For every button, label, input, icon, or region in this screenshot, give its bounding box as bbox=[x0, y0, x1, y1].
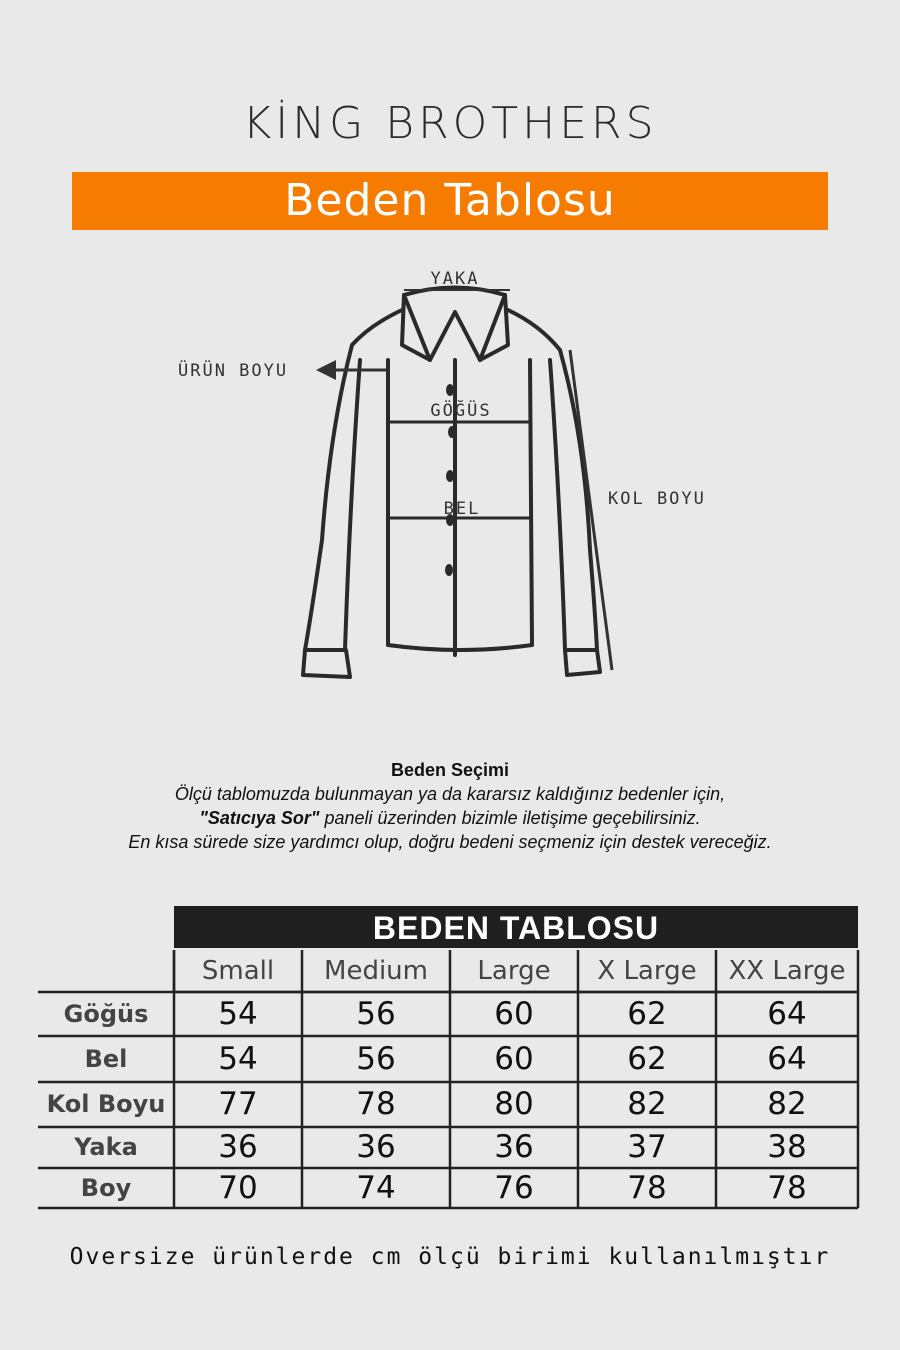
row-label: Boy bbox=[80, 1174, 132, 1202]
table-cell: 38 bbox=[767, 1129, 807, 1165]
info-line-2-rest: paneli üzerinden bizimle iletişime geçebilirsiniz. bbox=[319, 808, 701, 828]
table-cell: 62 bbox=[627, 996, 667, 1032]
column-header: X Large bbox=[597, 956, 697, 986]
table-cell: 77 bbox=[218, 1086, 258, 1122]
banner-title: Beden Tablosu bbox=[284, 175, 616, 226]
table-cell: 60 bbox=[494, 1041, 534, 1077]
info-line-1: Ölçü tablomuzda bulunmayan ya da kararsız kaldığınız bedenler için, bbox=[174, 784, 726, 804]
label-gogus: GÖĞÜS bbox=[430, 401, 492, 421]
table-cell: 82 bbox=[627, 1086, 667, 1122]
table-cell: 56 bbox=[356, 1041, 396, 1077]
table-cell: 74 bbox=[356, 1170, 396, 1206]
info-seller-link-text: "Satıcıya Sor" bbox=[199, 808, 320, 828]
label-kol-boyu: KOL BOYU bbox=[608, 489, 706, 509]
row-label: Göğüs bbox=[63, 1000, 149, 1028]
table-cell: 54 bbox=[218, 1041, 258, 1077]
size-table-title-text: BEDEN TABLOSU bbox=[372, 910, 660, 946]
column-header: Small bbox=[201, 956, 275, 986]
label-bel: BEL bbox=[443, 499, 481, 519]
label-urun-boyu: ÜRÜN BOYU bbox=[178, 361, 289, 381]
label-yaka: YAKA bbox=[430, 269, 480, 289]
table-cell: 36 bbox=[356, 1129, 396, 1165]
table-cell: 82 bbox=[767, 1086, 807, 1122]
table-cell: 64 bbox=[767, 996, 807, 1032]
column-header: Medium bbox=[324, 956, 428, 986]
table-cell: 78 bbox=[627, 1170, 667, 1206]
table-cell: 78 bbox=[356, 1086, 396, 1122]
table-cell: 56 bbox=[356, 996, 396, 1032]
row-label: Bel bbox=[84, 1045, 128, 1073]
brand-title: KİNG BROTHERS bbox=[242, 98, 658, 149]
table-cell: 37 bbox=[627, 1129, 667, 1165]
table-cell: 64 bbox=[767, 1041, 807, 1077]
info-heading: Beden Seçimi bbox=[390, 760, 510, 780]
table-cell: 78 bbox=[767, 1170, 807, 1206]
table-cell: 36 bbox=[494, 1129, 534, 1165]
row-label: Kol Boyu bbox=[46, 1090, 166, 1118]
table-cell: 60 bbox=[494, 996, 534, 1032]
table-cell: 70 bbox=[218, 1170, 258, 1206]
table-cell: 36 bbox=[218, 1129, 258, 1165]
column-header: Large bbox=[477, 956, 551, 986]
table-cell: 76 bbox=[494, 1170, 534, 1206]
row-label: Yaka bbox=[74, 1133, 138, 1161]
table-cell: 62 bbox=[627, 1041, 667, 1077]
table-cell: 80 bbox=[494, 1086, 534, 1122]
table-cell: 54 bbox=[218, 996, 258, 1032]
footer-note: Oversize ürünlerde cm ölçü birimi kullanılmıştır bbox=[69, 1244, 831, 1270]
info-line-3: En kısa sürede size yardımcı olup, doğru bedeni seçmeniz için destek vereceğiz. bbox=[128, 832, 772, 852]
column-header: XX Large bbox=[728, 956, 846, 986]
